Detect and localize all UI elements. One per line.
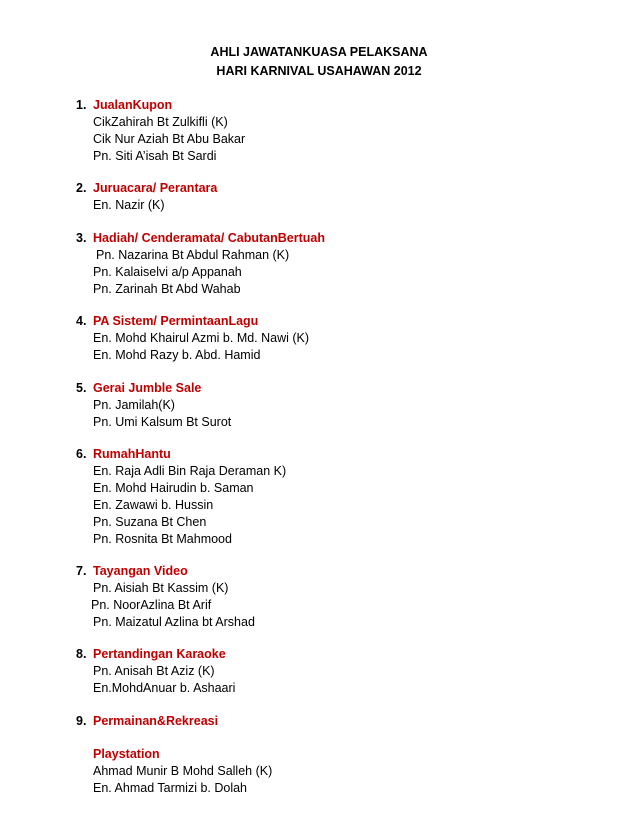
member-name: Pn. Jamilah(K) [93, 398, 175, 412]
member-name: Pn. Umi Kalsum Bt Surot [93, 415, 232, 429]
member-name: Pn. Kalaiselvi a/p Appanah [93, 265, 242, 279]
section-number: 8. [76, 647, 87, 661]
section-number: 5. [76, 381, 87, 395]
member-name: Pn. Anisah Bt Aziz (K) [93, 664, 215, 678]
member-name: Pn. Aisiah Bt Kassim (K) [93, 581, 229, 595]
section-title: Pertandingan Karaoke [93, 647, 226, 661]
section-number: 6. [76, 447, 87, 461]
section-title: Gerai Jumble Sale [93, 381, 202, 395]
member-name: Pn. Siti A’isah Bt Sardi [93, 149, 217, 163]
section-title: Juruacara/ Perantara [93, 181, 218, 195]
section-number: 3. [76, 231, 87, 245]
section-9-heading [76, 713, 218, 729]
section-title: Tayangan Video [93, 564, 188, 578]
member-name: Pn. NoorAzlina Bt Arif [91, 598, 212, 612]
section-number: 9. [76, 714, 87, 728]
document-title-line1: AHLI JAWATANKUASA PELAKSANA [210, 45, 428, 59]
member-name: Pn. Suzana Bt Chen [93, 515, 207, 529]
member-name: Cik Nur Aziah Bt Abu Bakar [93, 132, 246, 146]
section-4-heading [76, 313, 258, 329]
section-title: PA Sistem/ PermintaanLagu [93, 314, 259, 328]
section-number: 4. [76, 314, 87, 328]
member-name: Pn. Zarinah Bt Abd Wahab [93, 282, 241, 296]
section-title: RumahHantu [93, 447, 171, 461]
member-name: En.MohdAnuar b. Ashaari [93, 681, 236, 695]
section-2-heading [76, 180, 217, 196]
member-name: En. Ahmad Tarmizi b. Dolah [93, 781, 248, 795]
section-number: 1. [76, 98, 87, 112]
member-name: CikZahirah Bt Zulkifli (K) [93, 115, 228, 129]
member-name: En. Zawawi b. Hussin [93, 498, 214, 512]
member-name: En. Mohd Razy b. Abd. Hamid [93, 348, 261, 362]
section-title: JualanKupon [93, 98, 173, 112]
member-name: En. Mohd Khairul Azmi b. Md. Nawi (K) [93, 331, 310, 345]
section-title: Hadiah/ Cenderamata/ CabutanBertuah [93, 231, 325, 245]
section-number: 7. [76, 564, 87, 578]
section-5-heading [76, 380, 201, 396]
section-1-heading [76, 97, 172, 113]
document-title-line2: HARI KARNIVAL USAHAWAN 2012 [216, 64, 422, 78]
section-7-heading [76, 563, 188, 579]
section-6-heading [76, 446, 171, 462]
section-number: 2. [76, 181, 87, 195]
member-name: Pn. Nazarina Bt Abdul Rahman (K) [96, 248, 290, 262]
subsection-title: Playstation [93, 747, 160, 761]
member-name: En. Nazir (K) [93, 198, 165, 212]
member-name: Pn. Maizatul Azlina bt Arshad [93, 615, 255, 629]
member-name: En. Mohd Hairudin b. Saman [93, 481, 254, 495]
member-name: En. Raja Adli Bin Raja Deraman K) [93, 464, 287, 478]
section-3-heading [76, 230, 325, 246]
section-8-heading [76, 646, 226, 662]
member-name: Ahmad Munir B Mohd Salleh (K) [93, 764, 273, 778]
member-name: Pn. Rosnita Bt Mahmood [93, 532, 232, 546]
section-title: Permainan&Rekreasi [93, 714, 219, 728]
